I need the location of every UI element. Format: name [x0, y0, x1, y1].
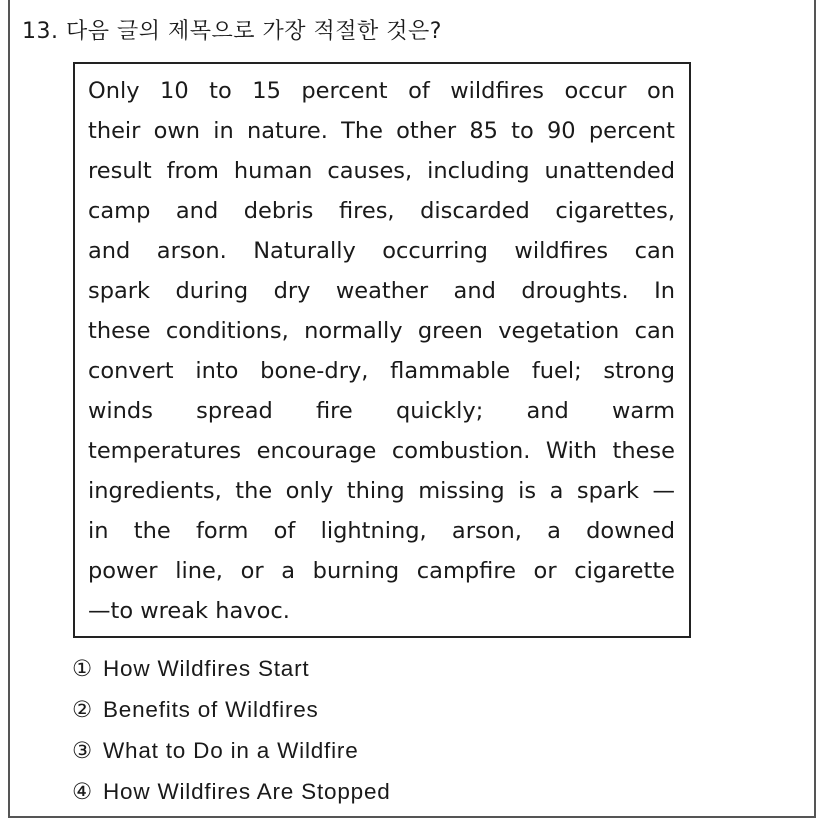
- choice-text: How Wildfires Are Stopped: [102, 779, 391, 804]
- choice-text: Benefits of Wildfires: [102, 697, 319, 722]
- question-title: 13. 다음 글의 제목으로 가장 적절한 것은?: [22, 19, 442, 44]
- choice-text: What to Do in a Wildfire: [102, 738, 359, 763]
- passage-line: convert into bone-dry, flammable fuel; strong: [88, 358, 675, 384]
- passage-line: camp and debris fires, discarded cigarettes,: [88, 198, 675, 224]
- choice-4[interactable]: [72, 774, 391, 815]
- choice-2[interactable]: [72, 692, 391, 733]
- passage-line: these conditions, normally green vegetation can: [88, 318, 675, 344]
- passage-line: and arson. Naturally occurring wildfires can: [88, 238, 675, 264]
- passage-line: Only 10 to 15 percent of wildfires occur on: [88, 78, 675, 104]
- choice-3[interactable]: [72, 733, 391, 774]
- answer-choices: [72, 651, 391, 815]
- choice-text: How Wildfires Start: [102, 656, 310, 681]
- passage-line: spark during dry weather and droughts. In: [88, 278, 675, 304]
- choice-number: ①: [72, 656, 93, 681]
- passage-line: winds spread fire quickly; and warm: [88, 398, 675, 424]
- passage-line: in the form of lightning, arson, a downed: [88, 518, 675, 544]
- passage-line: power line, or a burning campfire or cigarette: [88, 558, 675, 584]
- passage-line: result from human causes, including unattended: [88, 158, 675, 184]
- choice-1[interactable]: [72, 651, 391, 692]
- passage-line: their own in nature. The other 85 to 90 percent: [88, 118, 675, 144]
- passage-box: [73, 62, 691, 638]
- choice-number: ②: [72, 697, 93, 722]
- passage-line: temperatures encourage combustion. With these: [88, 438, 675, 464]
- choice-number: ④: [72, 779, 93, 804]
- passage-line: ingredients, the only thing missing is a spark —: [88, 478, 675, 504]
- passage-line: —to wreak havoc.: [88, 598, 290, 624]
- choice-number: ③: [72, 738, 93, 763]
